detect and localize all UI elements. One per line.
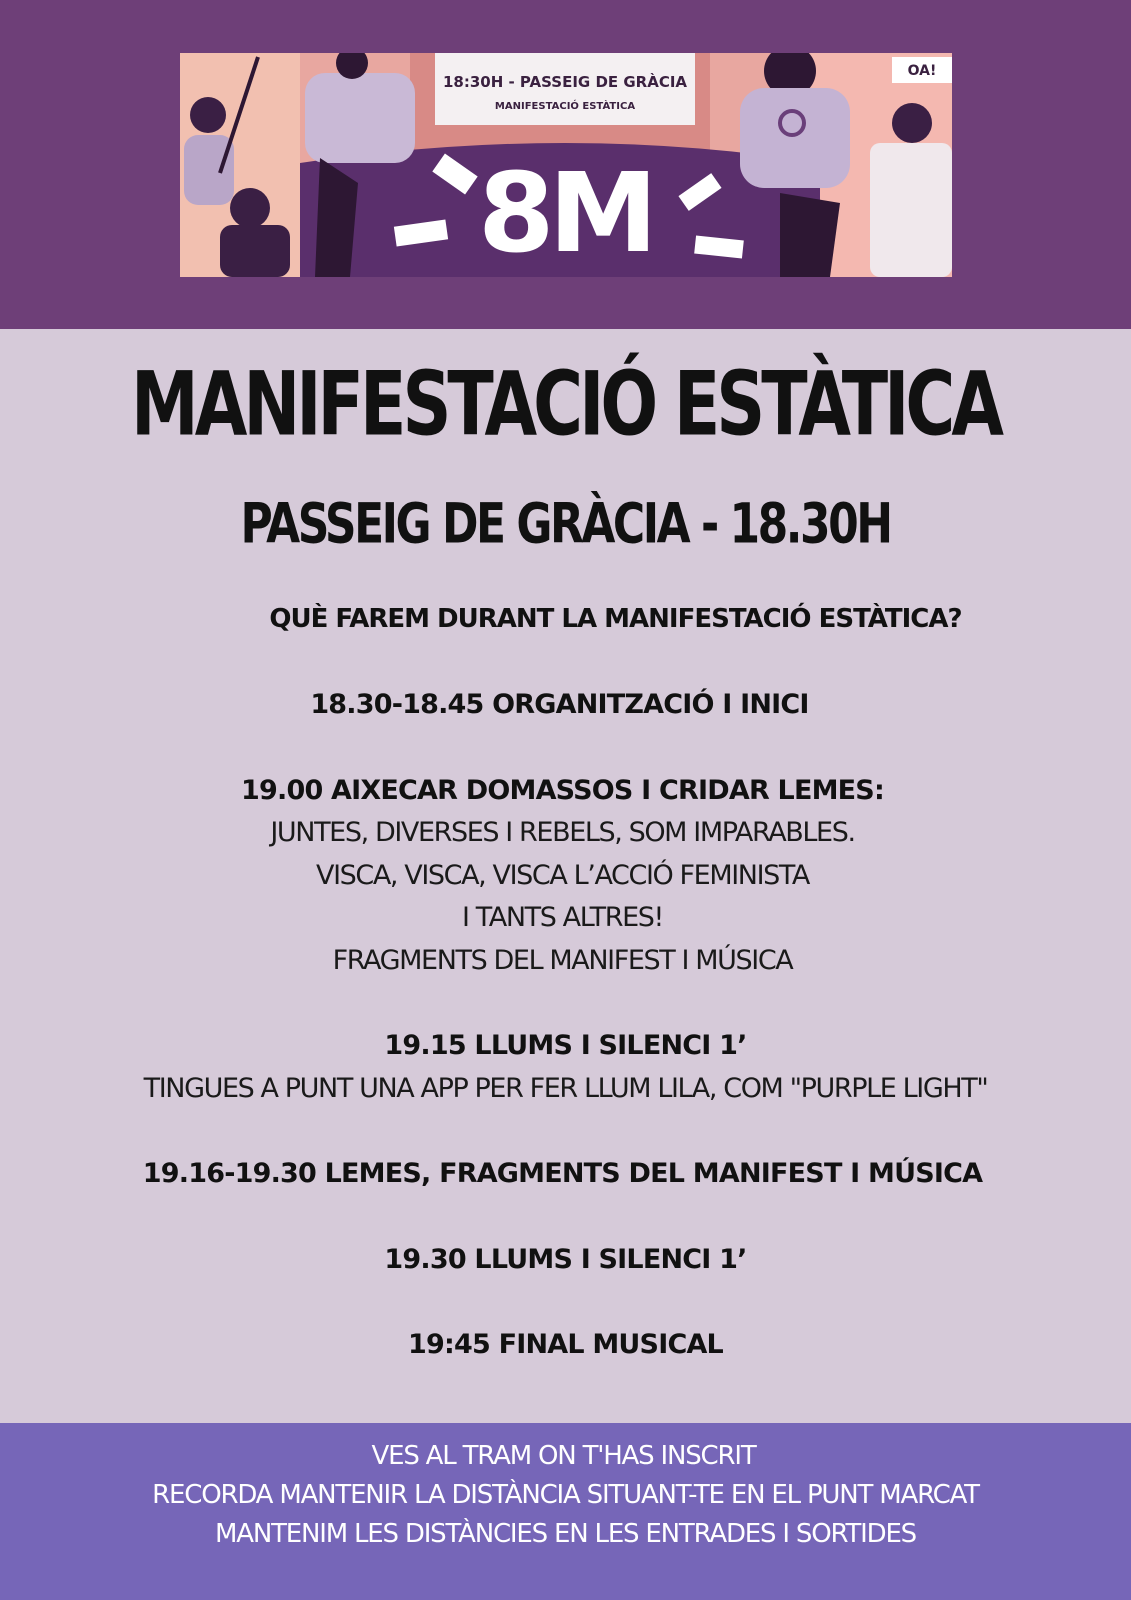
page-subtitle: PASSEIG DE GRÀCIA - 18.30H — [240, 492, 891, 557]
banner-illustration — [180, 53, 952, 277]
schedule-item-heading: 19.16-19.30 LEMES, FRAGMENTS DEL MANIFEST I MÚSICA — [142, 1158, 983, 1189]
schedule-question: QUÈ FAREM DURANT LA MANIFESTACIÓ ESTÀTICA? — [269, 604, 962, 634]
page-title: MANIFESTACIÓ ESTÀTICA — [131, 354, 1000, 457]
schedule-item-heading: 19.15 LLUMS I SILENCI 1’ — [384, 1030, 747, 1061]
sign-text-event: MANIFESTACIÓ ESTÀTICA — [494, 101, 636, 112]
sign-text-time: 18:30H - PASSEIG DE GRÀCIA — [442, 73, 688, 91]
schedule-item-heading: 18.30-18.45 ORGANITZACIÓ I INICI — [310, 689, 809, 720]
footer-line: RECORDA MANTENIR LA DISTÀNCIA SITUANT-TE EN EL PUNT MARCAT — [152, 1480, 979, 1510]
schedule-item-detail: I TANTS ALTRES! — [462, 902, 663, 933]
header-band — [0, 0, 1131, 329]
schedule-item-detail: VISCA, VISCA, VISCA L’ACCIÓ FEMINISTA — [316, 860, 809, 891]
schedule-item-heading: 19:45 FINAL MUSICAL — [408, 1329, 723, 1360]
footer-line: VES AL TRAM ON T'HAS INSCRIT — [371, 1441, 756, 1471]
schedule-item-detail: JUNTES, DIVERSES I REBELS, SOM IMPARABLES. — [270, 817, 855, 848]
banner-8m-text: 8M — [477, 149, 653, 277]
schedule-item-heading: 19.00 AIXECAR DOMASSOS I CRIDAR LEMES: — [241, 775, 884, 806]
footer-line: MANTENIM LES DISTÀNCIES EN LES ENTRADES I SORTIDES — [215, 1519, 916, 1549]
banner-artwork — [180, 53, 952, 277]
sign-text-corner: OA! — [907, 63, 937, 79]
schedule-item-heading: 19.30 LLUMS I SILENCI 1’ — [384, 1244, 747, 1275]
footer-band — [0, 1423, 1131, 1600]
schedule-item-detail: FRAGMENTS DEL MANIFEST I MÚSICA — [332, 945, 793, 976]
schedule-item-detail: TINGUES A PUNT UNA APP PER FER LLUM LILA, COM "PURPLE LIGHT" — [143, 1073, 988, 1104]
